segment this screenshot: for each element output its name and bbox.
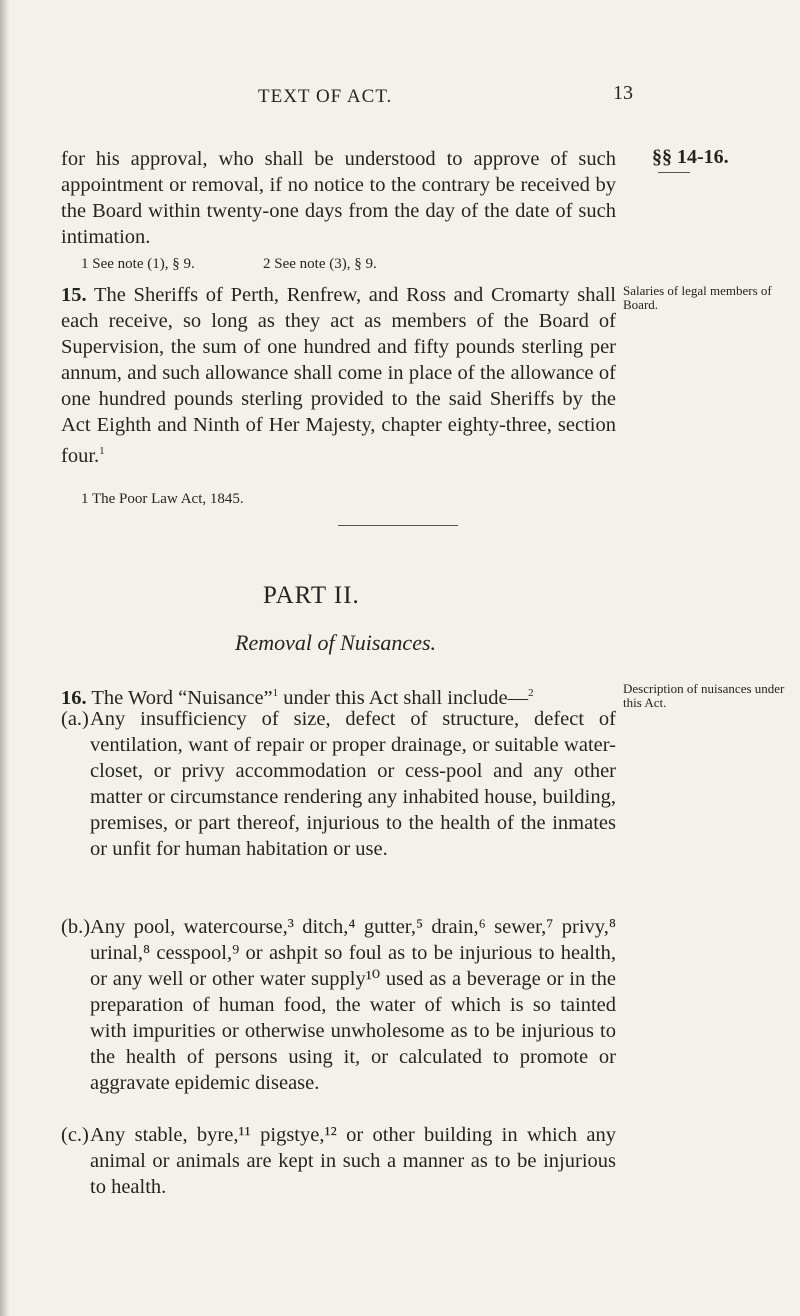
page-binding-shadow <box>0 0 10 1316</box>
section-range-rule <box>658 172 690 173</box>
section-16-footnote-ref-1: 1 <box>272 687 279 699</box>
section-16-number: 16. <box>61 686 87 709</box>
part-title: PART II. <box>263 582 360 609</box>
part-subtitle: Removal of Nuisances. <box>235 630 437 655</box>
item-a-text: Any insufficiency of size, defect of structure, defect of ventilation, want of repair or proper drainage, or suitable water-closet, or privy accommodation or cess-pool and any other matter or circumstance rendering any inhabited house, building, premises, or part thereof, injurious to the health of the inmates or unfit for human habitation or use. <box>90 708 616 860</box>
margin-note-salaries: Salaries of legal members of Board. <box>623 283 772 312</box>
margin-section-range: §§ 14-16. <box>652 146 729 168</box>
page-number: 13 <box>613 82 633 104</box>
section-16-footnote-ref-2: 2 <box>528 687 534 699</box>
continuation-paragraph: for his approval, who shall be understood to approve of such appointment or removal, if no notice to the contrary be received by the Board within twenty-one days from the day of the date of such intimation. <box>61 148 616 248</box>
item-a <box>61 706 621 914</box>
section-16-intro-text: The Word “Nuisance” <box>91 686 273 709</box>
section-16-intro-tail: under this Act shall include— <box>278 686 529 709</box>
footnote-1: 1 See note (1), § 9. <box>81 256 195 272</box>
running-title: TEXT OF ACT. <box>258 86 393 107</box>
section-15-paragraph <box>61 282 616 469</box>
item-c-label: (c.) <box>61 1124 89 1146</box>
section-15-number: 15. <box>61 284 87 306</box>
section-15-footnote-ref: 1 <box>99 445 105 457</box>
section-divider-rule <box>338 525 458 526</box>
item-a-label: (a.) <box>61 708 89 730</box>
section-15-text: The Sheriffs of Perth, Renfrew, and Ross and Cromarty shall each receive, so long as they act as members of the Board of Supervision, the sum of one hundred and fifty pounds sterling per annum, and such allowance shall come in place of the allowance of one hundred pounds sterling provided to the said Sheriffs by the Act Eighth and Ninth of Her Majesty, chapter eighty-three, section four. <box>61 284 616 467</box>
item-c-text: Any stable, byre,¹¹ pigstye,¹² or other building in which any animal or animals are kept in such a manner as to be injurious to health. <box>90 1124 616 1198</box>
item-c <box>61 1122 621 1202</box>
margin-note-description: Description of nuisances under this Act. <box>623 681 785 710</box>
item-b-text: Any pool, watercourse,³ ditch,⁴ gutter,⁵ drain,⁶ sewer,⁷ privy,⁸ urinal,⁸ cesspool,⁹ or ashpit so foul as to be injurious to health, or any well or other water supply¹⁰ used as a beverage or in the preparation of human food, the water of which is so tainted with impurities or otherwise unwholesome as to be injurious to the health of persons using it, or calculated to promote or aggravate epidemic disease. <box>90 916 616 1094</box>
section-15-footnote: 1 The Poor Law Act, 1845. <box>81 491 244 507</box>
item-b-label: (b.) <box>61 916 91 938</box>
footnote-2: 2 See note (3), § 9. <box>263 256 377 272</box>
